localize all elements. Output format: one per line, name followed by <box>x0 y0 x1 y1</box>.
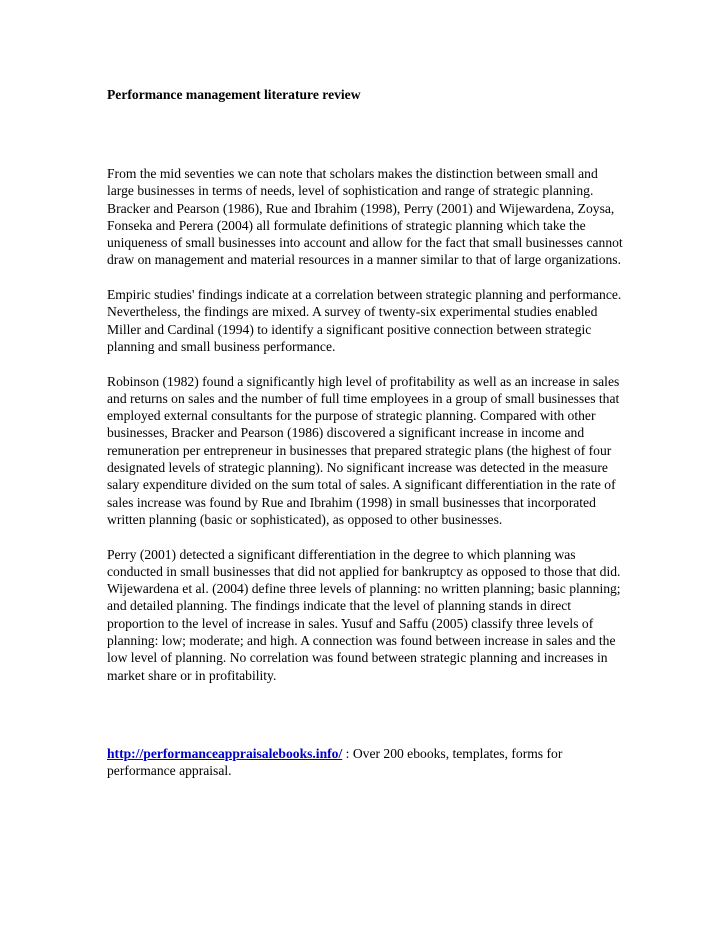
paragraph-3: Robinson (1982) found a significantly high level of profitability as well as an increase in sales and returns on sales and the number of full time employees in a group of small businesses that employed external consultants for the purpose of strategic planning. Compared with other businesses, Bracker and Pearson (1986) discovered a significant increase in income and remuneration per entrepreneur in businesses that prepared strategic plans (the highest of four designated levels of strategic planning). No significant increase was detected in the measure salary expenditure divided on the sum total of sales. A significant differentiation in the rate of sales increase was found by Rue and Ibrahim (1998) in small businesses that incorporated written planning (basic or sophisticated), as opposed to other businesses. <box>107 373 620 527</box>
paragraph-4: Perry (2001) detected a significant differentiation in the degree to which planning was conducted in small businesses that did not applied for bankruptcy as opposed to those that did. Wijewardena et al. (2004) define three levels of planning: no written planning; basic planning; and detailed planning. The findings indicate that the level of planning stands in direct proportion to the level of increase in sales. Yusuf and Saffu (2005) classify three levels of planning: low; moderate; and high. A connection was found between increase in sales and the low level of planning. No correlation was found between strategic planning and increases in market share or in profitability. <box>107 546 621 683</box>
document-body <box>107 165 627 701</box>
paragraph-2: Empiric studies' findings indicate at a correlation between strategic planning and performance. Nevertheless, the findings are mixed. A survey of twenty-six experimental studies enabled Miller and Cardinal (1994) to identify a significant positive connection between strategic planning and small business performance. <box>107 287 622 354</box>
footer-text: : Over 200 ebooks, templates, forms for performance appraisal. <box>107 746 563 779</box>
paragraph-1: From the mid seventies we can note that scholars makes the distinction between small and large businesses in terms of needs, level of sophistication and range of strategic planning. Bracker and Pearson (1986), Rue and Ibrahim (1998), Perry (2001) and Wijewardena, Zoysa, Fonseka and Perera (2004) all formulate definitions of strategic planning which take the uniqueness of small businesses into account and allow for the fact that small businesses cannot draw on management and material resources in a manner similar to that of large organizations. <box>107 166 623 268</box>
footer-note <box>107 745 627 780</box>
document-title: Performance management literature review <box>107 87 361 102</box>
ebooks-link[interactable]: http://performanceappraisalebooks.info/ <box>107 746 343 761</box>
